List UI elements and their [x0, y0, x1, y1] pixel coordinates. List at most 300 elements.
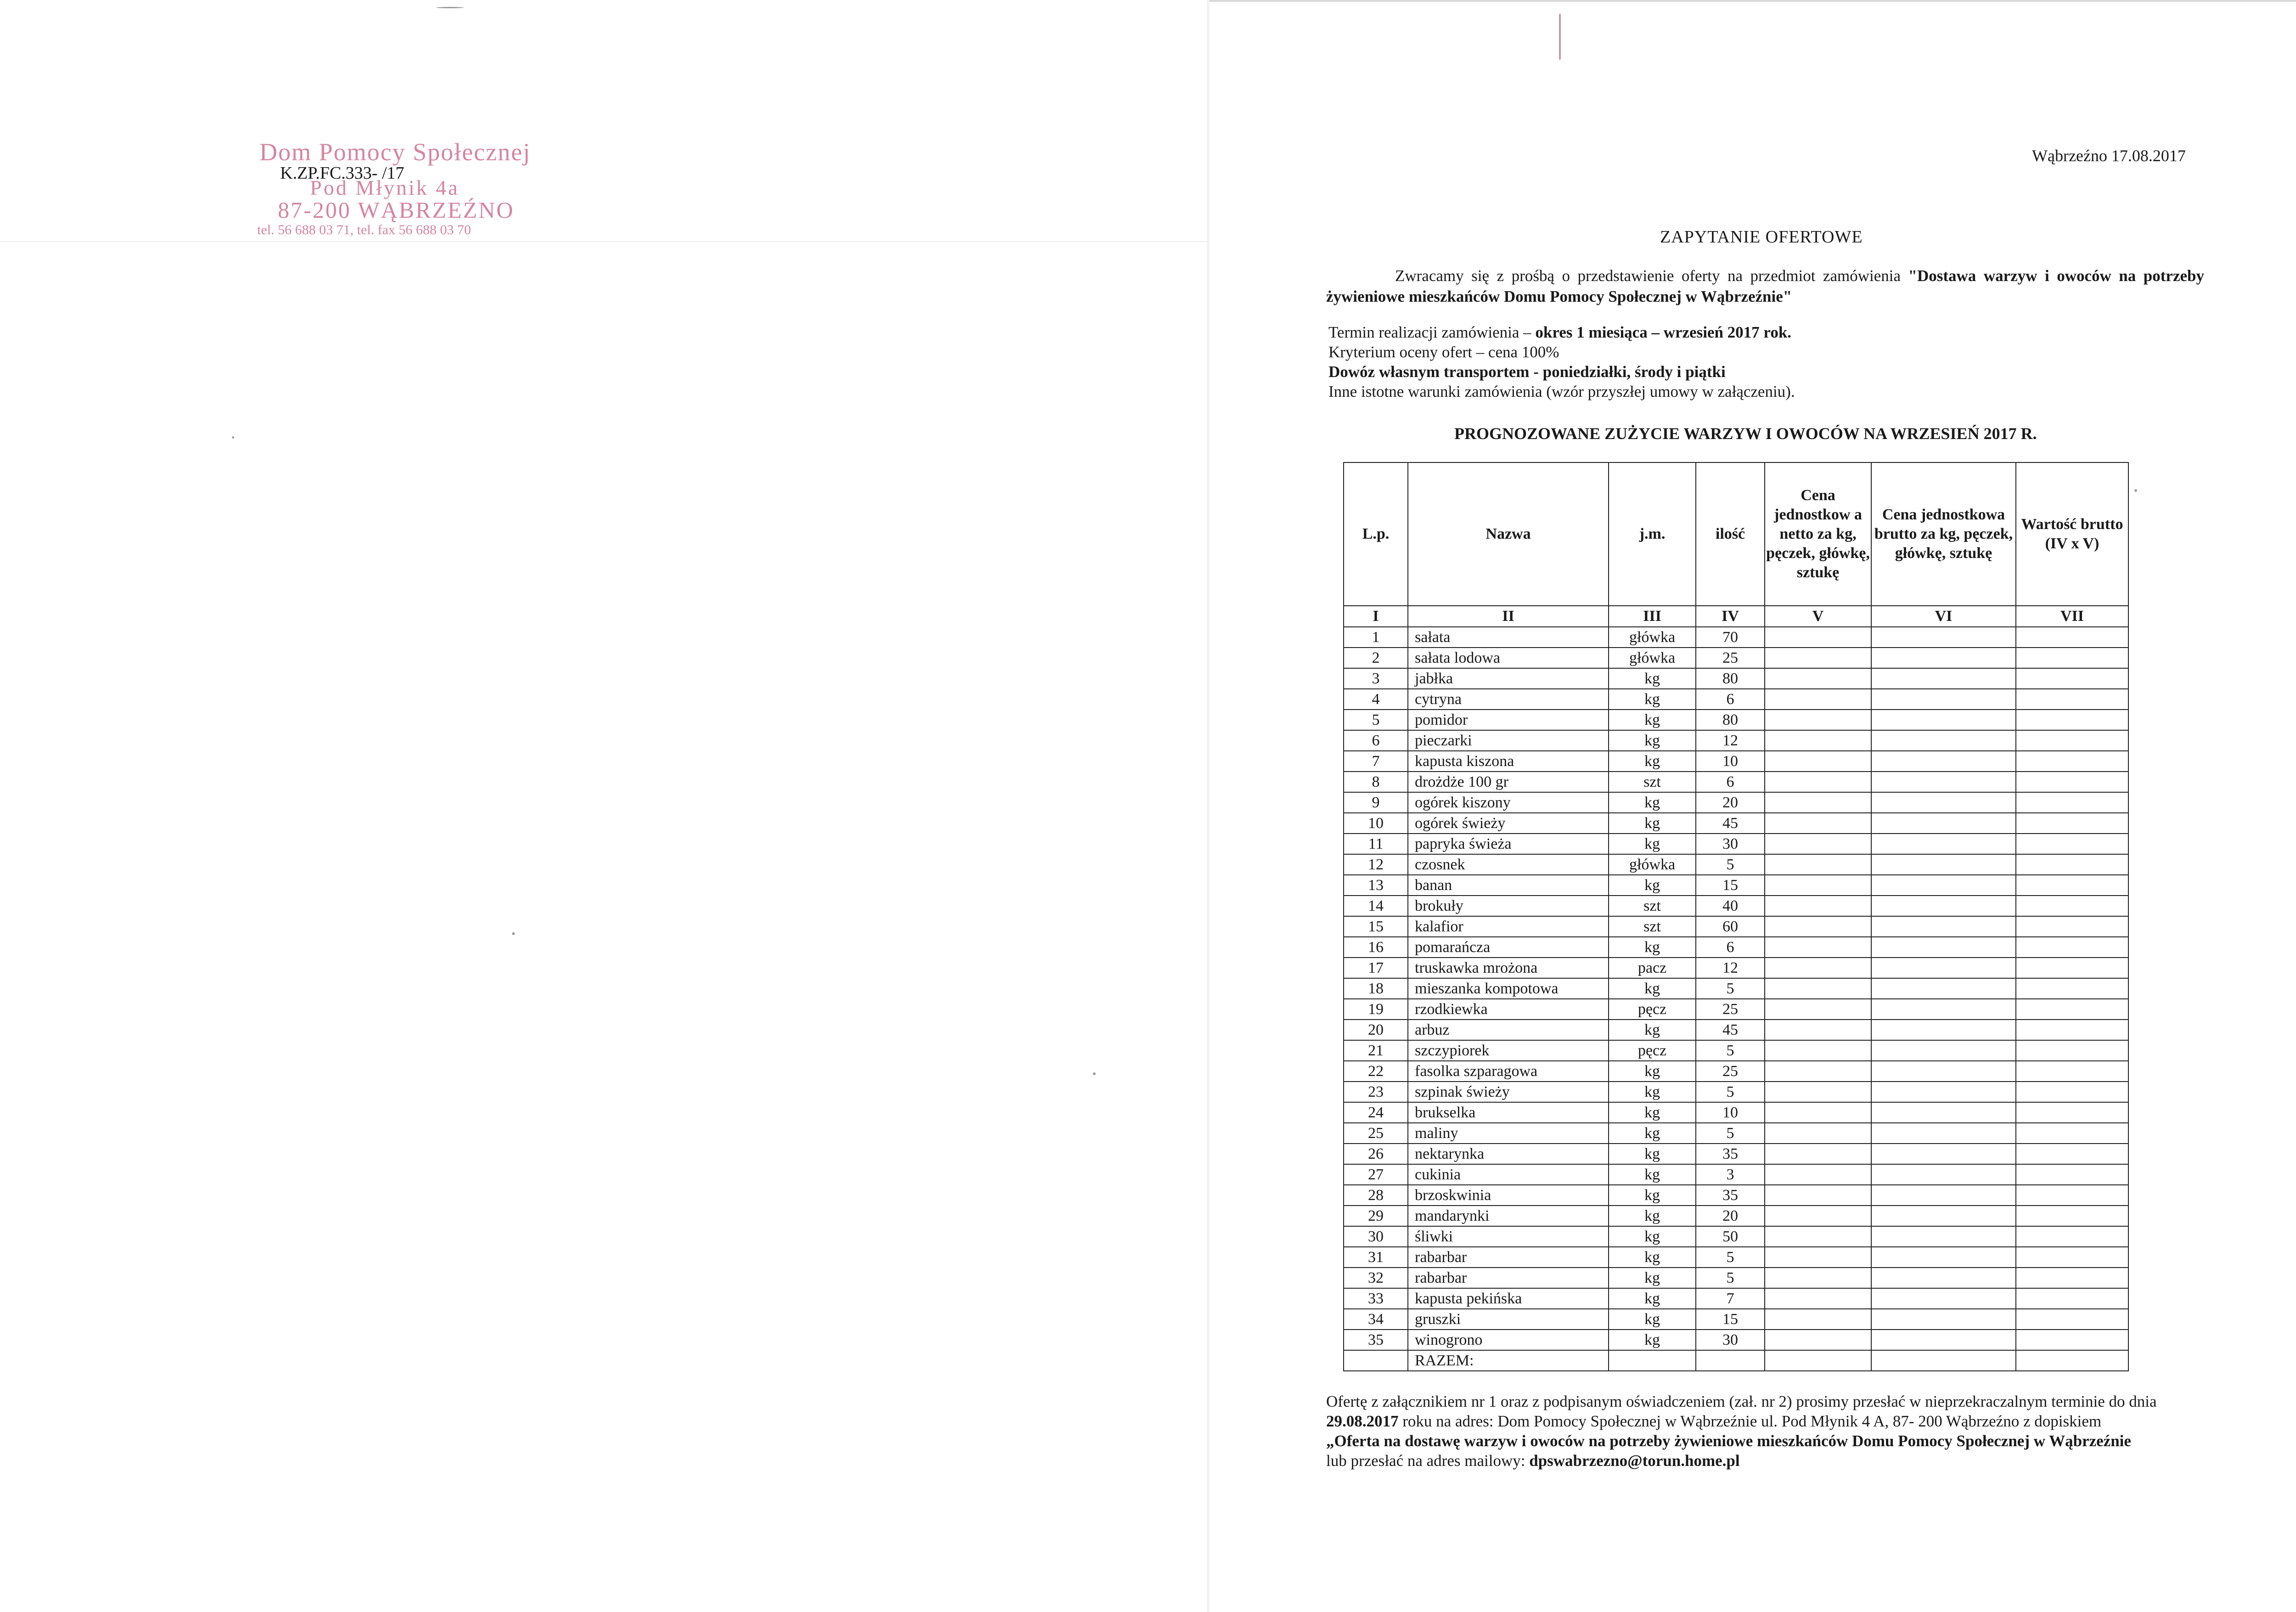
row-number: 27 [1344, 1164, 1408, 1185]
table-row [1344, 978, 2128, 999]
row-number: 29 [1344, 1206, 1408, 1226]
product-name: truskawka mrożona [1408, 958, 1609, 978]
table-row [1344, 1123, 2128, 1144]
empty-price-cell [1871, 937, 2016, 958]
column-number: III [1609, 606, 1696, 627]
quantity: 30 [1696, 834, 1765, 854]
empty-price-cell [1871, 813, 2016, 834]
table-row [1344, 1020, 2128, 1040]
quantity: 10 [1696, 1102, 1765, 1123]
product-name: czosnek [1408, 854, 1609, 875]
unit: kg [1609, 937, 1696, 958]
empty-price-cell [2016, 978, 2128, 999]
product-name: brokuły [1408, 896, 1609, 916]
row-number: 1 [1344, 627, 1408, 648]
row-number: 5 [1344, 710, 1408, 730]
row-number: 11 [1344, 834, 1408, 854]
empty-price-cell [1871, 1330, 2016, 1350]
empty-price-cell [2016, 1020, 2128, 1040]
column-number: VII [2016, 606, 2128, 627]
unit: kg [1609, 813, 1696, 834]
product-name: śliwki [1408, 1226, 1609, 1247]
empty-price-cell [2016, 1247, 2128, 1268]
deadline-date: 29.08.2017 [1326, 1412, 1399, 1430]
empty-price-cell [1765, 1185, 1871, 1206]
table-body [1344, 627, 2128, 1350]
row-number: 7 [1344, 751, 1408, 772]
header-unit: j.m. [1609, 462, 1696, 606]
empty-price-cell [1765, 896, 1871, 916]
quantity: 40 [1696, 896, 1765, 916]
unit: kg [1609, 751, 1696, 772]
row-number: 35 [1344, 1330, 1408, 1350]
row-number: 21 [1344, 1040, 1408, 1061]
empty-price-cell [1871, 1226, 2016, 1247]
product-name: fasolka szparagowa [1408, 1061, 1609, 1082]
row-number: 20 [1344, 1020, 1408, 1040]
empty-price-cell [2016, 1164, 2128, 1185]
row-number: 10 [1344, 813, 1408, 834]
empty-price-cell [1871, 648, 2016, 668]
table-row [1344, 1164, 2128, 1185]
table-row [1344, 1206, 2128, 1226]
empty-price-cell [2016, 1040, 2128, 1061]
unit: kg [1609, 730, 1696, 751]
unit: szt [1609, 896, 1696, 916]
empty-price-cell [2016, 668, 2128, 689]
empty-price-cell [1765, 627, 1871, 648]
product-name: szczypiorek [1408, 1040, 1609, 1061]
unit: kg [1609, 875, 1696, 896]
unit: kg [1609, 1268, 1696, 1288]
quantity: 50 [1696, 1226, 1765, 1247]
header-lp: L.p. [1344, 462, 1408, 606]
empty-cell [1765, 1350, 1871, 1371]
quantity: 80 [1696, 668, 1765, 689]
empty-price-cell [1871, 1247, 2016, 1268]
place-date: Wąbrzeźno 17.08.2017 [2032, 147, 2186, 165]
empty-price-cell [1871, 668, 2016, 689]
quantity: 5 [1696, 1123, 1765, 1144]
empty-price-cell [1765, 937, 1871, 958]
unit: kg [1609, 1206, 1696, 1226]
row-number: 34 [1344, 1309, 1408, 1330]
empty-price-cell [1871, 1206, 2016, 1226]
row-number: 22 [1344, 1061, 1408, 1082]
product-name: papryka świeża [1408, 834, 1609, 854]
term-line [1328, 322, 1795, 342]
row-number: 28 [1344, 1185, 1408, 1206]
empty-price-cell [1765, 978, 1871, 999]
product-name: brzoskwinia [1408, 1185, 1609, 1206]
empty-price-cell [1871, 1144, 2016, 1164]
unit: kg [1609, 1123, 1696, 1144]
quantity: 60 [1696, 916, 1765, 937]
quantity: 30 [1696, 1330, 1765, 1350]
empty-price-cell [2016, 1123, 2128, 1144]
row-number: 32 [1344, 1268, 1408, 1288]
empty-price-cell [1765, 1102, 1871, 1123]
empty-price-cell [2016, 1144, 2128, 1164]
table-row [1344, 813, 2128, 834]
unit: kg [1609, 1102, 1696, 1123]
header-gross-price: Cena jednostkowa brutto za kg, pęczek, główkę, sztukę [1871, 462, 2016, 606]
quantity: 6 [1696, 937, 1765, 958]
product-name: rabarbar [1408, 1247, 1609, 1268]
product-name: brukselka [1408, 1102, 1609, 1123]
unit: kg [1609, 1020, 1696, 1040]
empty-price-cell [2016, 854, 2128, 875]
product-name: pieczarki [1408, 730, 1609, 751]
table-row [1344, 792, 2128, 813]
unit: kg [1609, 1061, 1696, 1082]
table-row [1344, 648, 2128, 668]
empty-price-cell [2016, 1102, 2128, 1123]
empty-cell [1696, 1350, 1765, 1371]
empty-price-cell [1765, 916, 1871, 937]
header-net-price: Cena jednostkow a netto za kg, pęczek, główkę, sztukę [1765, 462, 1871, 606]
term-value: okres 1 miesiąca – wrzesień 2017 rok. [1535, 323, 1792, 341]
empty-price-cell [2016, 1226, 2128, 1247]
product-name: rzodkiewka [1408, 999, 1609, 1020]
contact-email: dpswabrzezno@torun.home.pl [1529, 1452, 1740, 1470]
empty-price-cell [2016, 958, 2128, 978]
empty-price-cell [1871, 875, 2016, 896]
total-value-cell [2016, 1350, 2128, 1371]
empty-price-cell [2016, 689, 2128, 710]
unit: kg [1609, 1226, 1696, 1247]
empty-price-cell [1765, 1247, 1871, 1268]
empty-price-cell [1765, 1020, 1871, 1040]
product-name: winogrono [1408, 1330, 1609, 1350]
intro-paragraph [1326, 265, 2204, 307]
quantity: 45 [1696, 1020, 1765, 1040]
table-row [1344, 689, 2128, 710]
total-label: RAZEM: [1408, 1350, 1609, 1371]
quantity: 5 [1696, 1247, 1765, 1268]
product-name: banan [1408, 875, 1609, 896]
empty-price-cell [2016, 730, 2128, 751]
unit: kg [1609, 1164, 1696, 1185]
scan-speck [2134, 489, 2137, 492]
unit: pęcz [1609, 1040, 1696, 1061]
unit: szt [1609, 772, 1696, 792]
table-row [1344, 1309, 2128, 1330]
empty-price-cell [1871, 772, 2016, 792]
table-header-row [1344, 462, 2128, 606]
reference-number: K.ZP.FC.333- /17 [280, 163, 405, 183]
other-conditions-line: Inne istotne warunki zamówienia (wzór przyszłej umowy w załączeniu). [1328, 383, 1795, 400]
row-number: 16 [1344, 937, 1408, 958]
quantity: 12 [1696, 730, 1765, 751]
empty-price-cell [1871, 1309, 2016, 1330]
unit: kg [1609, 1247, 1696, 1268]
table-row [1344, 1288, 2128, 1309]
quantity: 6 [1696, 772, 1765, 792]
empty-price-cell [1765, 792, 1871, 813]
empty-price-cell [1765, 1123, 1871, 1144]
stamp-line: Pod Młynik 4a [310, 176, 460, 199]
quantity: 70 [1696, 627, 1765, 648]
empty-price-cell [1765, 1226, 1871, 1247]
empty-price-cell [2016, 648, 2128, 668]
quantity: 35 [1696, 1144, 1765, 1164]
product-name: kalafior [1408, 916, 1609, 937]
unit: kg [1609, 689, 1696, 710]
empty-cell [1609, 1350, 1696, 1371]
table-row [1344, 668, 2128, 689]
row-number: 18 [1344, 978, 1408, 999]
empty-price-cell [1871, 1123, 2016, 1144]
empty-price-cell [2016, 834, 2128, 854]
unit: szt [1609, 916, 1696, 937]
column-number: V [1765, 606, 1871, 627]
table-row [1344, 1330, 2128, 1350]
empty-price-cell [2016, 916, 2128, 937]
intro-lead: Zwracamy się z prośbą o przedstawienie oferty na przedmiot zamówienia [1395, 267, 1908, 285]
delivery-line: Dowóz własnym transportem - poniedziałki, środy i piątki [1328, 363, 1726, 381]
unit: główka [1609, 854, 1696, 875]
order-subject: "Dostawa warzyw i owoców na potrzeby żywieniowe mieszkańców Domu Pomocy Społecznej w Wąbrzeźnie" [1326, 267, 2204, 305]
table-row [1344, 1144, 2128, 1164]
document-title: ZAPYTANIE OFERTOWE [1660, 227, 1863, 247]
conditions-block [1328, 322, 1795, 401]
empty-price-cell [2016, 896, 2128, 916]
product-name: sałata [1408, 627, 1609, 648]
unit: kg [1609, 710, 1696, 730]
table-row [1344, 937, 2128, 958]
table-row [1344, 1061, 2128, 1082]
empty-price-cell [1871, 1185, 2016, 1206]
empty-price-cell [1765, 875, 1871, 896]
empty-price-cell [1871, 896, 2016, 916]
empty-price-cell [1765, 1330, 1871, 1350]
empty-price-cell [2016, 1309, 2128, 1330]
quantity: 5 [1696, 978, 1765, 999]
quantity: 6 [1696, 689, 1765, 710]
empty-price-cell [1765, 1309, 1871, 1330]
empty-price-cell [2016, 1268, 2128, 1288]
empty-price-cell [1871, 1164, 2016, 1185]
product-name: maliny [1408, 1123, 1609, 1144]
product-name: cytryna [1408, 689, 1609, 710]
quantity: 7 [1696, 1288, 1765, 1309]
empty-price-cell [1765, 689, 1871, 710]
product-name: mandarynki [1408, 1206, 1609, 1226]
empty-price-cell [2016, 1082, 2128, 1102]
table-row [1344, 999, 2128, 1020]
header-quantity: ilość [1696, 462, 1765, 606]
unit: kg [1609, 1288, 1696, 1309]
quantity: 3 [1696, 1164, 1765, 1185]
total-spacer [1344, 1350, 1408, 1371]
empty-price-cell [1765, 834, 1871, 854]
table-row [1344, 1226, 2128, 1247]
row-number: 15 [1344, 916, 1408, 937]
empty-price-cell [1871, 730, 2016, 751]
unit: kg [1609, 668, 1696, 689]
empty-price-cell [1765, 1061, 1871, 1082]
scan-speck [232, 436, 234, 439]
empty-cell [1871, 1350, 2016, 1371]
scan-speck [436, 7, 464, 8]
instruction-text: Ofertę z załącznikiem nr 1 oraz z podpisanym oświadczeniem (zał. nr 2) prosimy przesłać w nieprzekraczalnym terminie do dnia [1326, 1392, 2157, 1410]
empty-price-cell [2016, 1330, 2128, 1350]
quantity: 5 [1696, 854, 1765, 875]
table-row [1344, 1102, 2128, 1123]
row-number: 31 [1344, 1247, 1408, 1268]
row-number: 17 [1344, 958, 1408, 978]
empty-price-cell [1765, 751, 1871, 772]
table-row [1344, 854, 2128, 875]
empty-price-cell [1765, 1082, 1871, 1102]
product-name: pomidor [1408, 710, 1609, 730]
table-row [1344, 1082, 2128, 1102]
empty-price-cell [2016, 875, 2128, 896]
empty-price-cell [1765, 813, 1871, 834]
product-name: ogórek świeży [1408, 813, 1609, 834]
empty-price-cell [2016, 1206, 2128, 1226]
empty-price-cell [1871, 916, 2016, 937]
envelope-label: „Oferta na dostawę warzyw i owoców na potrzeby żywieniowe mieszkańców Domu Pomocy Społecznej w Wąbrzeźnie [1326, 1432, 2131, 1450]
quantity: 12 [1696, 958, 1765, 978]
empty-price-cell [1871, 1040, 2016, 1061]
stamp-line: 87-200 WĄBRZEŹNO [278, 197, 515, 223]
empty-price-cell [1871, 792, 2016, 813]
empty-price-cell [2016, 1061, 2128, 1082]
unit: kg [1609, 1082, 1696, 1102]
row-number: 33 [1344, 1288, 1408, 1309]
unit: kg [1609, 792, 1696, 813]
empty-price-cell [1871, 1061, 2016, 1082]
stamp-line: Dom Pomocy Społecznej [259, 138, 531, 166]
quantity: 35 [1696, 1185, 1765, 1206]
unit: kg [1609, 834, 1696, 854]
table-row [1344, 1185, 2128, 1206]
empty-price-cell [2016, 792, 2128, 813]
empty-price-cell [1765, 999, 1871, 1020]
empty-price-cell [2016, 772, 2128, 792]
submission-instructions [1326, 1392, 2204, 1471]
empty-price-cell [1871, 834, 2016, 854]
row-number: 30 [1344, 1226, 1408, 1247]
empty-price-cell [1871, 1082, 2016, 1102]
stamp-line: tel. 56 688 03 71, tel. fax 56 688 03 70 [257, 222, 471, 237]
table-row [1344, 751, 2128, 772]
scan-speck [1093, 1072, 1096, 1075]
quantity: 5 [1696, 1040, 1765, 1061]
product-name: mieszanka kompotowa [1408, 978, 1609, 999]
consumption-table [1343, 462, 2129, 1371]
empty-price-cell [2016, 937, 2128, 958]
instruction-text: roku na adres: Dom Pomocy Społecznej w Wąbrzeźnie ul. Pod Młynik 4 A, 87- 200 Wąbrzeźno z dopiskiem [1398, 1412, 2102, 1430]
empty-price-cell [1871, 978, 2016, 999]
empty-price-cell [1871, 689, 2016, 710]
product-name: rabarbar [1408, 1268, 1609, 1288]
unit: kg [1609, 1330, 1696, 1350]
quantity: 5 [1696, 1082, 1765, 1102]
empty-price-cell [1765, 958, 1871, 978]
empty-price-cell [2016, 1288, 2128, 1309]
quantity: 25 [1696, 999, 1765, 1020]
unit: kg [1609, 978, 1696, 999]
unit: główka [1609, 627, 1696, 648]
row-number: 14 [1344, 896, 1408, 916]
product-name: gruszki [1408, 1309, 1609, 1330]
row-number: 8 [1344, 772, 1408, 792]
table-row [1344, 772, 2128, 792]
empty-price-cell [1765, 648, 1871, 668]
empty-price-cell [1871, 1268, 2016, 1288]
scan-speck [512, 932, 515, 935]
product-name: nektarynka [1408, 1144, 1609, 1164]
empty-price-cell [1871, 999, 2016, 1020]
quantity: 20 [1696, 792, 1765, 813]
quantity: 15 [1696, 875, 1765, 896]
empty-price-cell [2016, 710, 2128, 730]
header-gross-value: Wartość brutto (IV x V) [2016, 462, 2128, 606]
empty-price-cell [1765, 730, 1871, 751]
empty-price-cell [1765, 1288, 1871, 1309]
row-number: 6 [1344, 730, 1408, 751]
table-row [1344, 875, 2128, 896]
row-number: 4 [1344, 689, 1408, 710]
product-name: drożdże 100 gr [1408, 772, 1609, 792]
unit: kg [1609, 1309, 1696, 1330]
empty-price-cell [2016, 999, 2128, 1020]
table-row [1344, 896, 2128, 916]
column-numbers-row [1344, 606, 2128, 627]
table-row [1344, 627, 2128, 648]
unit: pacz [1609, 958, 1696, 978]
term-label: Termin realizacji zamówienia – [1328, 323, 1536, 341]
row-number: 9 [1344, 792, 1408, 813]
empty-price-cell [2016, 813, 2128, 834]
empty-price-cell [2016, 627, 2128, 648]
table-row [1344, 834, 2128, 854]
empty-price-cell [2016, 1185, 2128, 1206]
quantity: 25 [1696, 648, 1765, 668]
row-number: 24 [1344, 1102, 1408, 1123]
table-row [1344, 916, 2128, 937]
instruction-text: lub przesłać na adres mailowy: [1326, 1452, 1530, 1470]
product-name: szpinak świeży [1408, 1082, 1609, 1102]
product-name: sałata lodowa [1408, 648, 1609, 668]
row-number: 2 [1344, 648, 1408, 668]
product-name: ogórek kiszony [1408, 792, 1609, 813]
empty-price-cell [1871, 1020, 2016, 1040]
product-name: jabłka [1408, 668, 1609, 689]
unit: kg [1609, 1144, 1696, 1164]
table-row [1344, 1268, 2128, 1288]
row-number: 26 [1344, 1144, 1408, 1164]
empty-price-cell [1871, 1288, 2016, 1309]
table-row [1344, 1040, 2128, 1061]
total-row [1344, 1350, 2128, 1371]
unit: główka [1609, 648, 1696, 668]
row-number: 12 [1344, 854, 1408, 875]
table-row [1344, 1247, 2128, 1268]
product-name: cukinia [1408, 1164, 1609, 1185]
empty-price-cell [1765, 668, 1871, 689]
unit: pęcz [1609, 999, 1696, 1020]
quantity: 25 [1696, 1061, 1765, 1082]
row-number: 3 [1344, 668, 1408, 689]
empty-price-cell [1871, 627, 2016, 648]
table-row [1344, 710, 2128, 730]
empty-price-cell [1765, 1144, 1871, 1164]
empty-price-cell [1765, 1164, 1871, 1185]
